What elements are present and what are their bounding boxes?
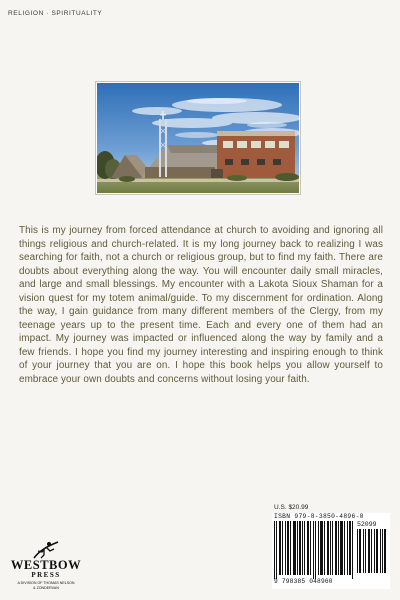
church-photo [96, 82, 300, 194]
ean-digits: 9 798385 048960 [274, 578, 333, 585]
publisher-logo [6, 540, 86, 596]
church-photo-illustration [97, 83, 299, 193]
isbn-label: ISBN 979-8-3850-4896-0 [274, 513, 364, 520]
publisher-name: WESTBOW [10, 558, 82, 572]
category-label: RELIGION · SPIRITUALITY [8, 10, 103, 17]
isbn-barcode [272, 513, 390, 589]
publisher-press: PRESS [31, 571, 61, 579]
publisher-division [6, 581, 86, 590]
price-addon-bars [357, 529, 387, 573]
price-label: U.S. $20.99 [274, 504, 309, 511]
ean-barcode-bars [274, 521, 354, 579]
book-description: This is my journey from forced attendance at church to avoiding and ignoring all things religious and church-related. It is my long journey back to realizing I was searching for faith, not a church or religious group, but to find my faith. There are doubts about everything along the way. You will encounter daily small miracles, and large and small blessings. My encounter with a Lakota Sioux Shaman for a vision quest for my totem animal/guide. To my discernment for ordination. Along the way, I gain guidance from many different members of the Clergy, from my teenage years up to the present time. Each and every one of them had an impact. My journey was impacted or influenced along the way by family and a few friends. I hope you find my journey interesting and inspiring enough to think of your journey that you are on. I hope this book helps you allow yourself to embrace your own doubts and concerns without losing your faith. [19, 225, 383, 386]
publisher-division-line1: A DIVISION OF THOMAS NELSON [17, 581, 75, 585]
price-addon-digits: 52099 [357, 521, 377, 528]
running-figure-icon [32, 540, 60, 560]
publisher-division-line2: & ZONDERVAN [33, 585, 59, 590]
